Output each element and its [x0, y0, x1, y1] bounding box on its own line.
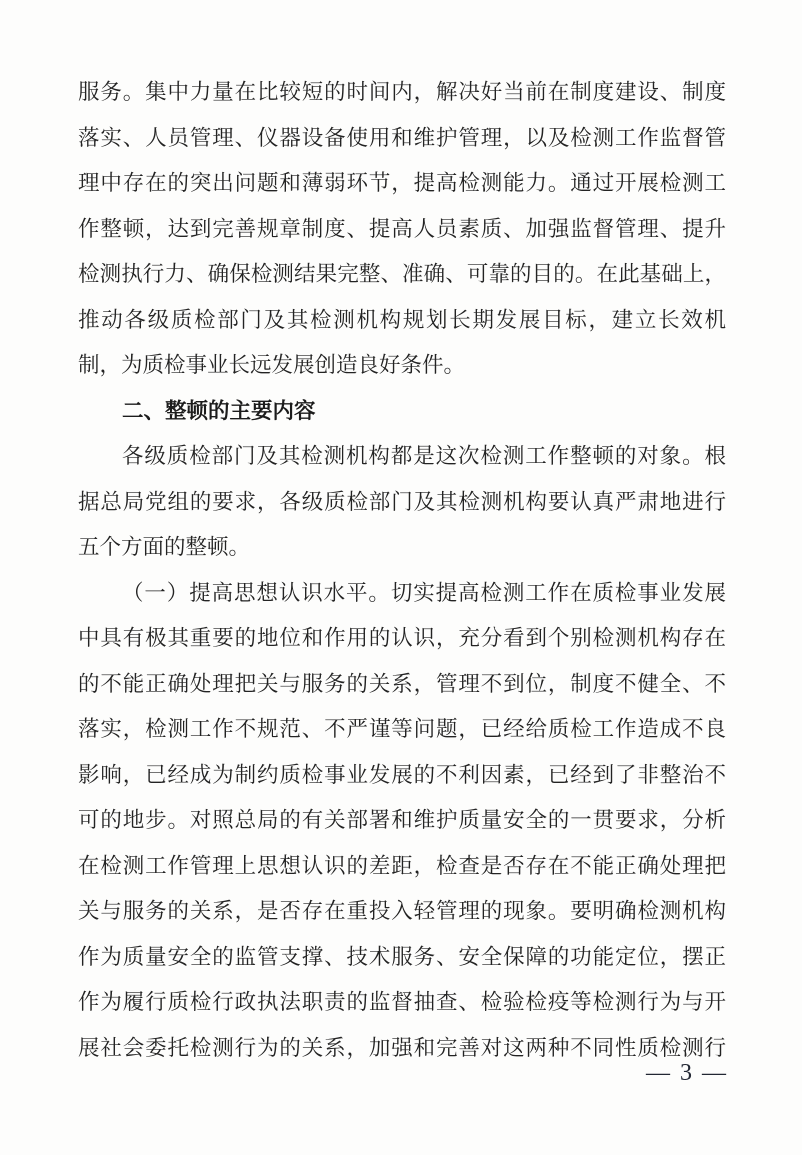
text-line: 影响，已经成为制约质检事业发展的不利因素，已经到了非整治不 [78, 762, 726, 787]
text-line: 各级质检部门及其检测机构都是这次检测工作整顿的对象。根 [122, 444, 726, 468]
text-line: 可的地步。对照总局的有关部署和维护质量安全的一贯要求，分析 [78, 808, 726, 832]
text-line: 落实，检测工作不规范、不严谨等问题，已经给质检工作造成不良 [78, 717, 726, 741]
text-line: 制，为质检事业长远发展创造良好条件。 [78, 353, 466, 377]
text-line: 落实、人员管理、仪器设备使用和维护管理，以及检测工作监督管 [78, 125, 726, 150]
text-line: 作整顿，达到完善规章制度、提高人员素质、加强监督管理、提升 [78, 216, 726, 241]
text-line: 服务。集中力量在比较短的时间内，解决好当前在制度建设、制度 [78, 80, 726, 104]
section-heading: 二、整顿的主要内容 [122, 398, 316, 423]
text-line: 五个方面的整顿。 [78, 535, 251, 559]
text-line: 在检测工作管理上思想认识的差距，检查是否存在不能正确处理把 [78, 853, 726, 878]
text-line: 理中存在的突出问题和薄弱环节，提高检测能力。通过开展检测工 [78, 171, 726, 195]
page-number: — 3 — [646, 1060, 728, 1086]
text-line: 关与服务的关系，是否存在重投入轻管理的现象。要明确检测机构 [78, 899, 726, 923]
text-line: 展社会委托检测行为的关系，加强和完善对这两种不同性质检测行 [78, 1035, 726, 1060]
text-line: 据总局党组的要求，各级质检部门及其检测机构要认真严肃地进行 [78, 489, 726, 514]
document-lines [78, 70, 726, 1071]
text-line: 中具有极其重要的地位和作用的认识，充分看到个别检测机构存在 [78, 626, 726, 650]
text-line: 检测执行力、确保检测结果完整、准确、可靠的目的。在此基础上， [78, 262, 726, 286]
text-line: 作为履行质检行政执法职责的监督抽查、检验检疫等检测行为与开 [78, 990, 726, 1014]
text-line: 推动各级质检部门及其检测机构规划长期发展目标，建立长效机 [78, 307, 726, 332]
text-line: 作为质量安全的监管支撑、技术服务、安全保障的功能定位，摆正 [78, 944, 726, 969]
text-line: （一）提高思想认识水平。切实提高检测工作在质检事业发展 [122, 580, 726, 605]
text-line: 的不能正确处理把关与服务的关系，管理不到位，制度不健全、不 [78, 671, 726, 696]
